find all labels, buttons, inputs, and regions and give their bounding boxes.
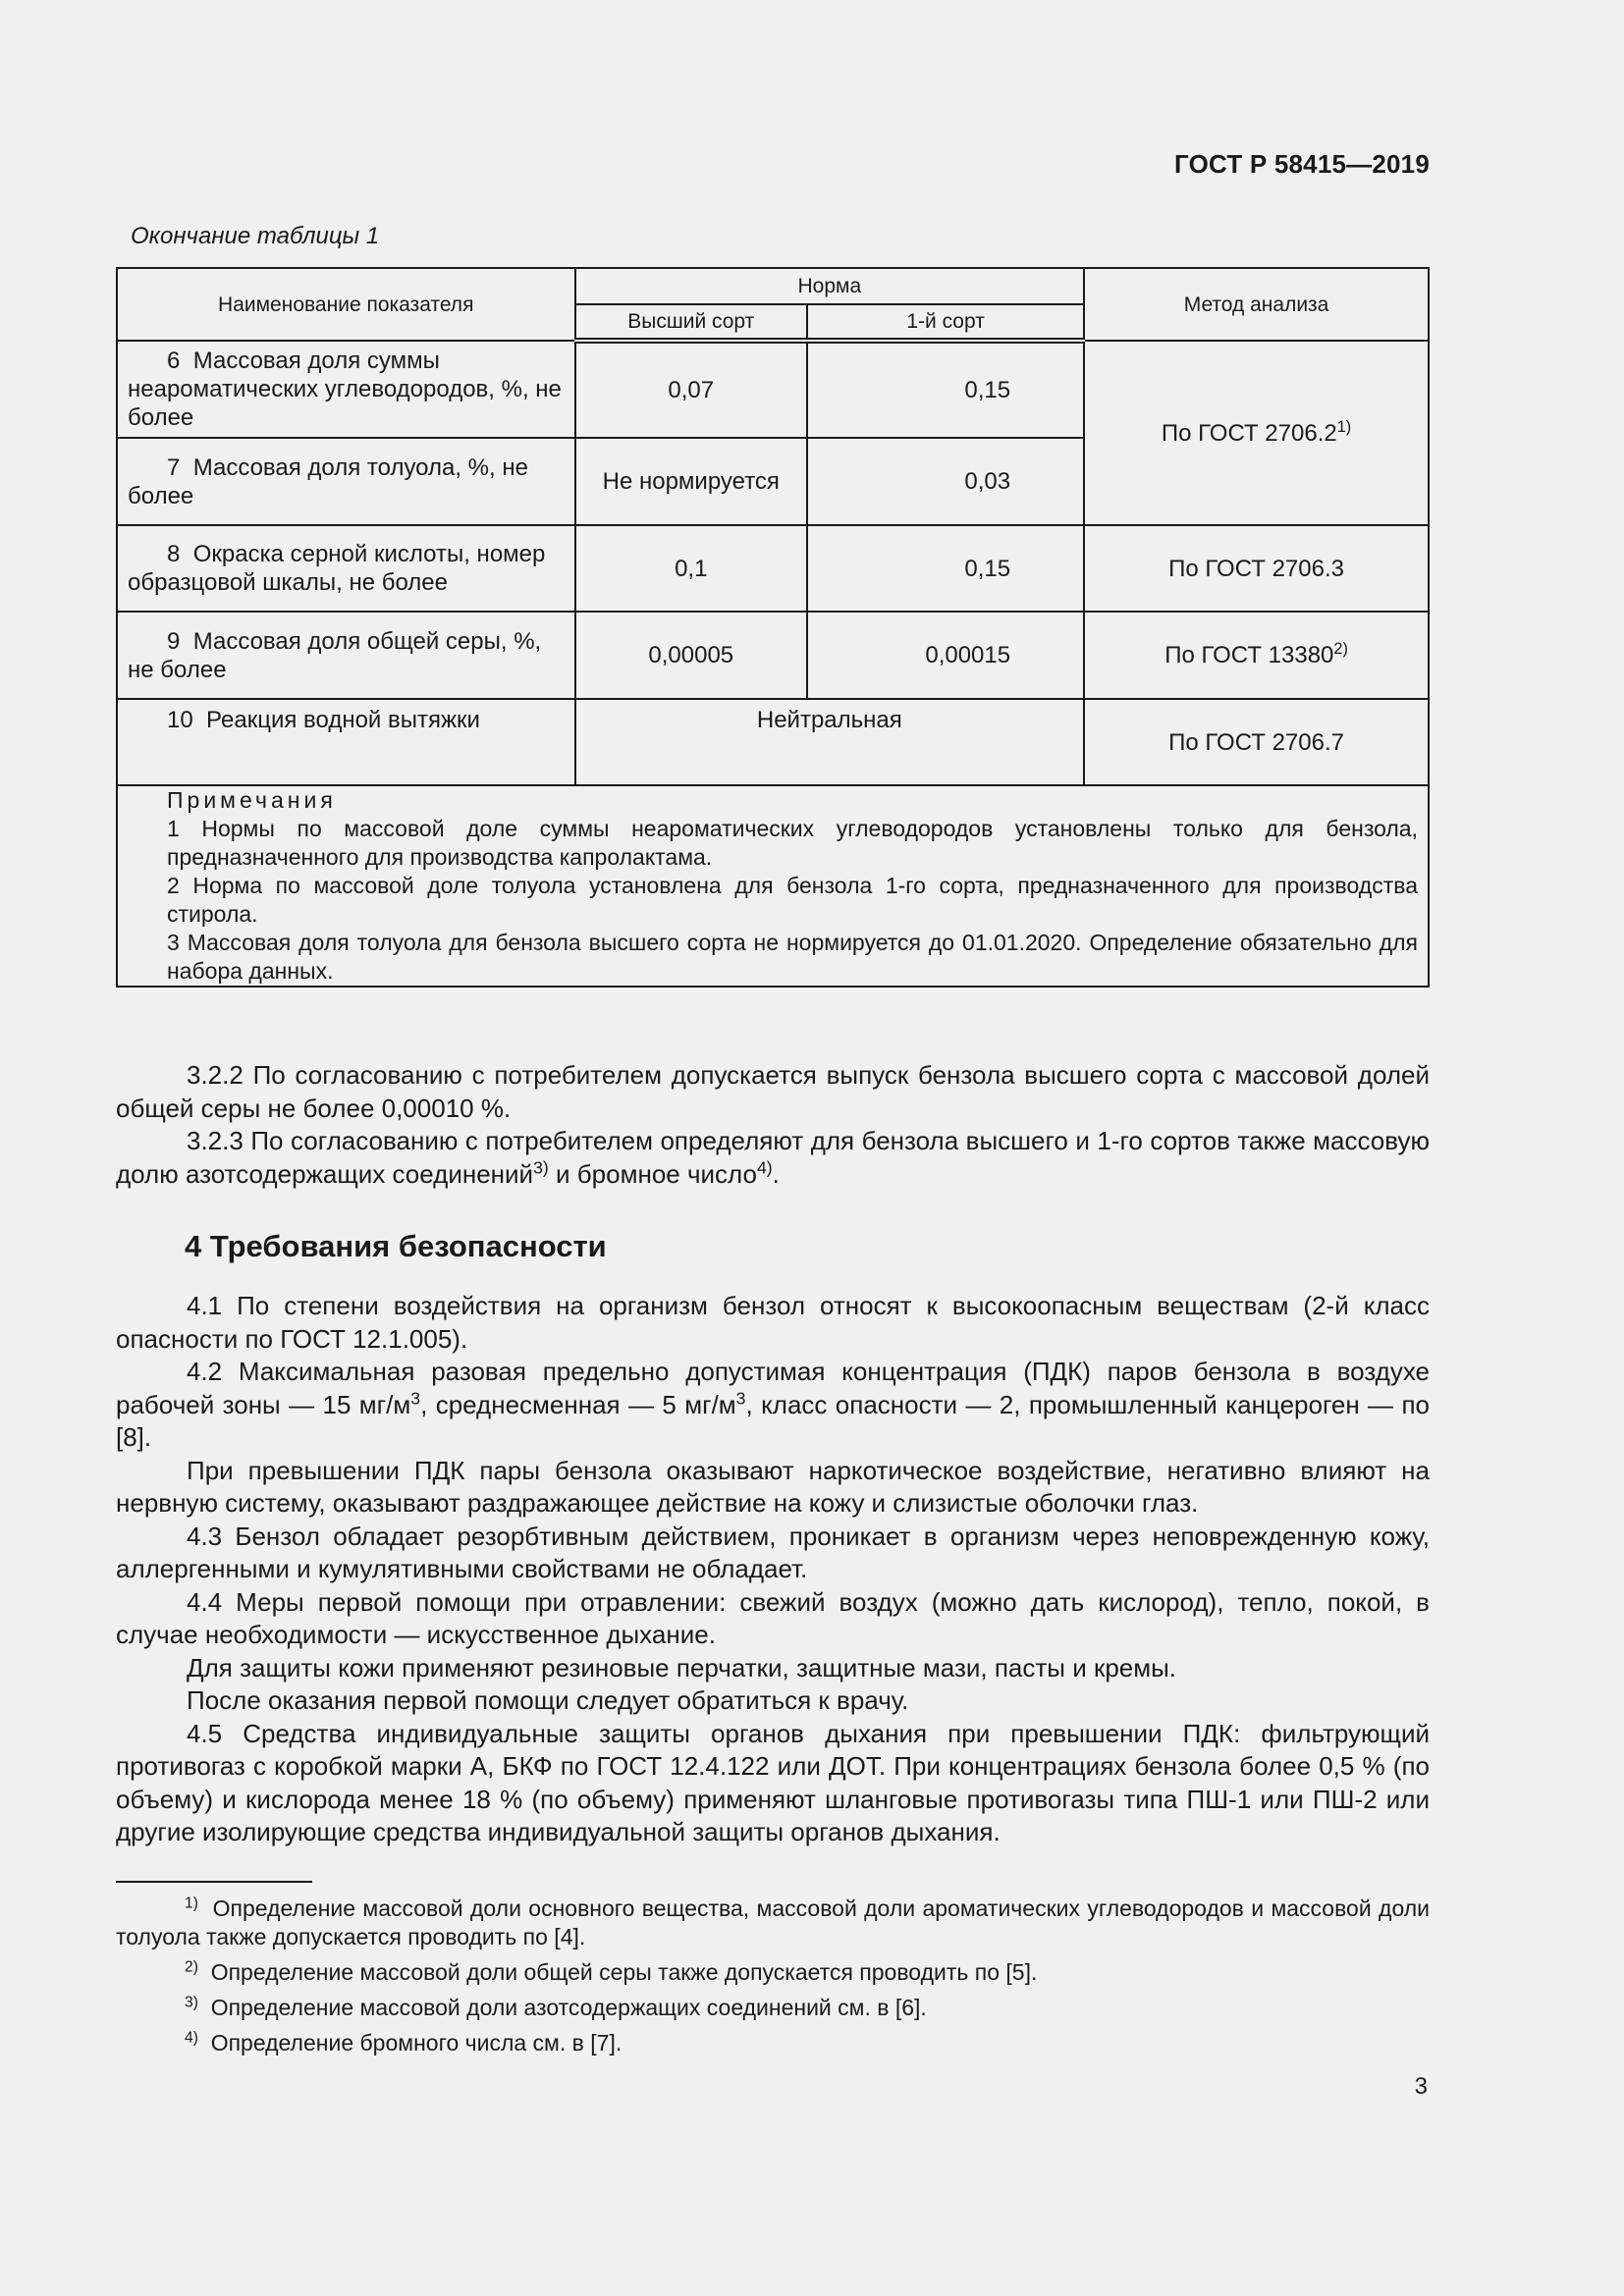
header-top-grade: Высший сорт <box>575 304 808 341</box>
paragraph-block-4 <box>116 1290 1430 1849</box>
notes-title: Примечания <box>167 787 337 813</box>
row-name: 10 Реакция водной вытяжки <box>117 699 575 785</box>
row-name: 9 Массовая доля общей серы, %, не более <box>117 612 575 699</box>
row-name: 6 Массовая доля суммы неароматических углеводородов, %, не более <box>117 341 575 438</box>
row-method: По ГОСТ 2706.7 <box>1084 699 1429 785</box>
row-top-value: 0,00005 <box>575 612 808 699</box>
note-item: 1 Нормы по массовой доле суммы неароматических углеводородов установлены только для бензола, предназначенного для производства капролактама. <box>167 816 1418 870</box>
row-first-value: 0,15 <box>807 341 1084 438</box>
paragraph: 3.2.3 По согласованию с потребителем определяют для бензола высшего и 1-го сортов также массовую долю азотсодержащих соединений$^{3)}$ и бромное число$^{4)}$. <box>116 1126 1430 1189</box>
table-notes <box>117 785 1429 987</box>
document-code: ГОСТ Р 58415—2019 <box>1174 149 1430 179</box>
footnote: $^{2)}$ Определение массовой доли общей серы также допускается проводить по [5]. <box>185 1958 1038 1985</box>
table-row <box>117 525 1429 612</box>
paragraph: После оказания первой помощи следует обратиться к врачу. <box>187 1685 909 1715</box>
row-top-value: 0,07 <box>575 341 808 438</box>
note-item: 3 Массовая доля толуола для бензола высшего сорта не нормируется до 01.01.2020. Определение обязательно для набора данных. <box>167 930 1418 984</box>
paragraph: 4.1 По степени воздействия на организм бензол относят к высокоопасным веществам (2-й класс опасности по ГОСТ 12.1.005). <box>116 1291 1430 1354</box>
row-top-value: 0,1 <box>575 525 808 612</box>
row-first-value: 0,03 <box>807 438 1084 525</box>
footnotes <box>116 1895 1430 2064</box>
table-row <box>117 612 1429 699</box>
note-item: 2 Норма по массовой доле толуола установлена для бензола 1-го сорта, предназначенного для производства стирола. <box>167 873 1418 927</box>
page-number: 3 <box>1414 2073 1428 2100</box>
header-norm: Норма <box>575 268 1085 304</box>
section-title: 4 Требования безопасности <box>185 1229 607 1263</box>
paragraph: 3.2.2 По согласованию с потребителем допускается выпуск бензола высшего сорта с массовой долей общей серы не более 0,00010 %. <box>116 1060 1430 1123</box>
header-first-grade: 1-й сорт <box>807 304 1084 341</box>
footnote: $^{1)}$ Определение массовой доли основного вещества, массовой доли ароматических углеводородов и массовой доли толуола также допускается проводить по [4]. <box>116 1895 1431 1949</box>
row-first-value: 0,15 <box>807 525 1084 612</box>
header-method: Метод анализа <box>1084 268 1429 341</box>
footnote-divider <box>116 1881 312 1883</box>
paragraph: 4.4 Меры первой помощи при отравлении: свежий воздух (можно дать кислород), тепло, покой, в случае необходимости — искусственное дыхание. <box>116 1586 1430 1649</box>
paragraph: 4.2 Максимальная разовая предельно допустимая концентрация (ПДК) паров бензола в воздухе рабочей зоны — 15 $мг/м^3$, среднесменная — 5 $мг/м^3$, класс опасности — 2, промышленный канцероген — по [8]. <box>116 1357 1430 1452</box>
paragraph: Для защиты кожи применяют резиновые перчатки, защитные мази, пасты и кремы. <box>187 1652 1177 1682</box>
table-caption: Окончание таблицы 1 <box>131 223 380 249</box>
row-method: По ГОСТ 2706.3 <box>1084 525 1429 612</box>
paragraph: При превышении ПДК пары бензола оказывают наркотическое воздействие, негативно влияют на нервную систему, оказывают раздражающее действие на кожу и слизистые оболочки глаз. <box>116 1455 1430 1518</box>
footnote: $^{3)}$ Определение массовой доли азотсодержащих соединений см. в [6]. <box>185 1994 927 2020</box>
row-both-value: Нейтральная <box>575 699 1085 785</box>
row-name: 7 Массовая доля толуола, %, не более <box>117 438 575 525</box>
row-name: 8 Окраска серной кислоты, номер образцовой шкалы, не более <box>117 525 575 612</box>
row-first-value: 0,00015 <box>807 612 1084 699</box>
header-name: Наименование показателя <box>117 268 575 341</box>
footnote: $^{4)}$ Определение бромного числа см. в [7]. <box>185 2029 623 2056</box>
table-row <box>117 699 1429 785</box>
table-row <box>117 341 1429 438</box>
specification-table <box>116 267 1430 988</box>
row-method: По ГОСТ 2706.2$^{1)}$ <box>1084 341 1429 525</box>
paragraph: 4.3 Бензол обладает резорбтивным действием, проникает в организм через неповрежденную кожу, аллергенными и кумулятивными свойствами не обладает. <box>116 1521 1430 1583</box>
row-top-value: Не нормируется <box>575 438 808 525</box>
paragraph: 4.5 Средства индивидуальные защиты органов дыхания при превышении ПДК: фильтрующий противогаз с коробкой марки А, БКФ по ГОСТ 12.4.122 или ДОТ. При концентрациях бензола более 0,5 % (по объему) и кислорода менее 18 % (по объему) применяют шланговые противогазы типа ПШ-1 или ПШ-2 или другие изолирующие средства индивидуальной защиты органов дыхания. <box>116 1718 1430 1846</box>
row-method: По ГОСТ 13380$^{2)}$ <box>1084 612 1429 699</box>
paragraph-block-3 <box>116 1059 1430 1191</box>
